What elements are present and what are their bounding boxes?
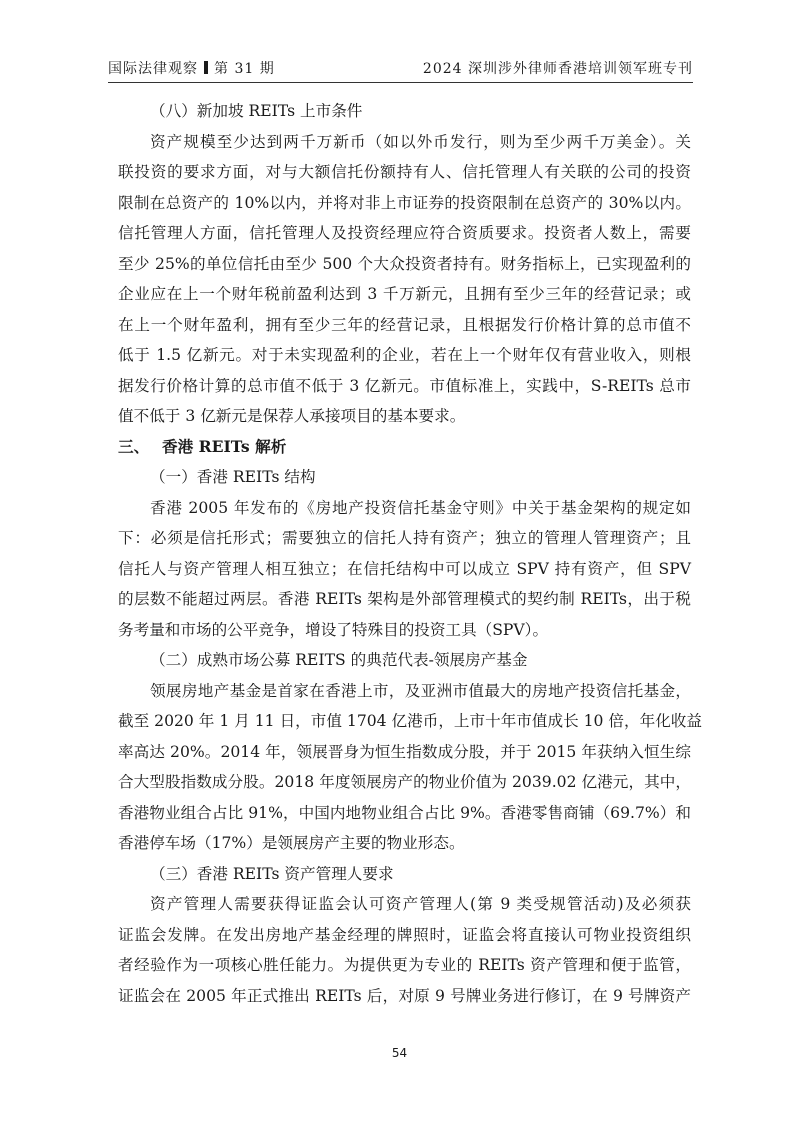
text-line: 限制在总资产的 10%以内，并将对非上市证券的投资限制在总资产的 30%以内。 (118, 193, 691, 212)
running-header (108, 58, 693, 80)
section-heading: （一）香港 REITs 结构 (150, 468, 316, 486)
text-line: 证监会在 2005 年正式推出 REITs 后，对原 9 号牌业务进行修订，在 9 号牌资产 (118, 986, 691, 1005)
special-issue-title: 2024 深圳涉外律师香港培训领军班专刊 (422, 61, 693, 77)
text-line: 至少 25%的单位信托由至少 500 个大众投资者持有。财务指标上，已实现盈利的 (118, 254, 691, 273)
text-line: 信托人与资产管理人相互独立；在信托结构中可以成立 SPV 持有资产，但 SPV (118, 559, 691, 578)
text-line: 据发行价格计算的总市值不低于 3 亿新元。市值标准上，实践中，S-REITs 总市 (118, 376, 691, 395)
text-line: 合大型股指数成分股。2018 年度领展房产的物业价值为 2039.02 亿港元，其中， (118, 773, 691, 791)
text-line: 截至 2020 年 1 月 11 日，市值 1704 亿港币，上市十年市值成长 10 倍，年化收益 (118, 712, 702, 730)
header-left (108, 58, 275, 78)
text-line: 下：必须是信托形式；需要独立的信托人持有资产；独立的管理人管理资产；且 (118, 529, 691, 547)
chapter-number: 三、 (118, 436, 150, 456)
publication-name: 国际法律观察 (108, 61, 198, 77)
chapter-heading (118, 432, 691, 463)
text-line: 联投资的要求方面，对与大额信托份额持有人、信托管理人有关联的公司的投资 (118, 163, 691, 181)
text-line: 香港停车场（17%）是领展房产主要的物业形态。 (118, 834, 465, 852)
chapter-title: 香港 REITs 解析 (162, 436, 287, 456)
text-line: 香港 2005 年发布的《房地产投资信托基金守则》中关于基金架构的规定如 (150, 498, 691, 517)
section-heading: （三）香港 REITs 资产管理人要求 (150, 864, 394, 883)
text-line: 资产管理人需要获得证监会认可资产管理人(第 9 类受规管活动)及必须获 (150, 895, 691, 913)
header-rule (108, 82, 693, 83)
text-line: 香港物业组合占比 91%，中国内地物业组合占比 9%。香港零售商铺（69.7%）和 (118, 803, 691, 822)
text-line: 值不低于 3 亿新元是保荐人承接项目的基本要求。 (118, 407, 466, 425)
text-line: 企业应在上一个财年税前盈利达到 3 千万新元，且拥有至少三年的经营记录；或 (118, 285, 691, 303)
text-line: 者经验作为一项核心胜任能力。为提供更为专业的 REITs 资产管理和便于监管， (118, 956, 691, 974)
text-line: 在上一个财年盈利，拥有至少三年的经营记录，且根据发行价格计算的总市值不 (118, 315, 691, 334)
text-line: 的层数不能超过两层。香港 REITs 架构是外部管理模式的契约制 REITs，出于税 (118, 590, 691, 608)
text-line: 资产规模至少达到两千万新币（如以外币发行，则为至少两千万美金）。关 (150, 132, 691, 151)
text-line: 率高达 20%。2014 年，领展晋身为恒生指数成分股，并于 2015 年获纳入恒生综 (118, 742, 691, 761)
section-heading: （八）新加坡 REITs 上市条件 (150, 102, 363, 120)
text-line: 证监会发牌。在发出房地产基金经理的牌照时，证监会将直接认可物业投资组织 (118, 925, 691, 944)
text-line: 信托管理人方面，信托管理人及投资经理应符合资质要求。投资者人数上，需要 (118, 224, 691, 242)
section-heading: （二）成熟市场公募 REITS 的典范代表-领展房产基金 (150, 651, 528, 669)
document-body (118, 96, 702, 1011)
issue-number: 第 31 期 (214, 61, 275, 77)
text-line: 低于 1.5 亿新元。对于未实现盈利的企业，若在上一个财年仅有营业收入，则根 (118, 346, 691, 364)
text-line: 领展房地产基金是首家在香港上市，及亚洲市值最大的房地产投资信托基金， (150, 681, 691, 700)
separator-bar (204, 61, 208, 74)
page-number: 54 (391, 1046, 408, 1060)
text-line: 务考量和市场的公平竞争，增设了特殊目的投资工具（SPV）。 (118, 620, 549, 639)
